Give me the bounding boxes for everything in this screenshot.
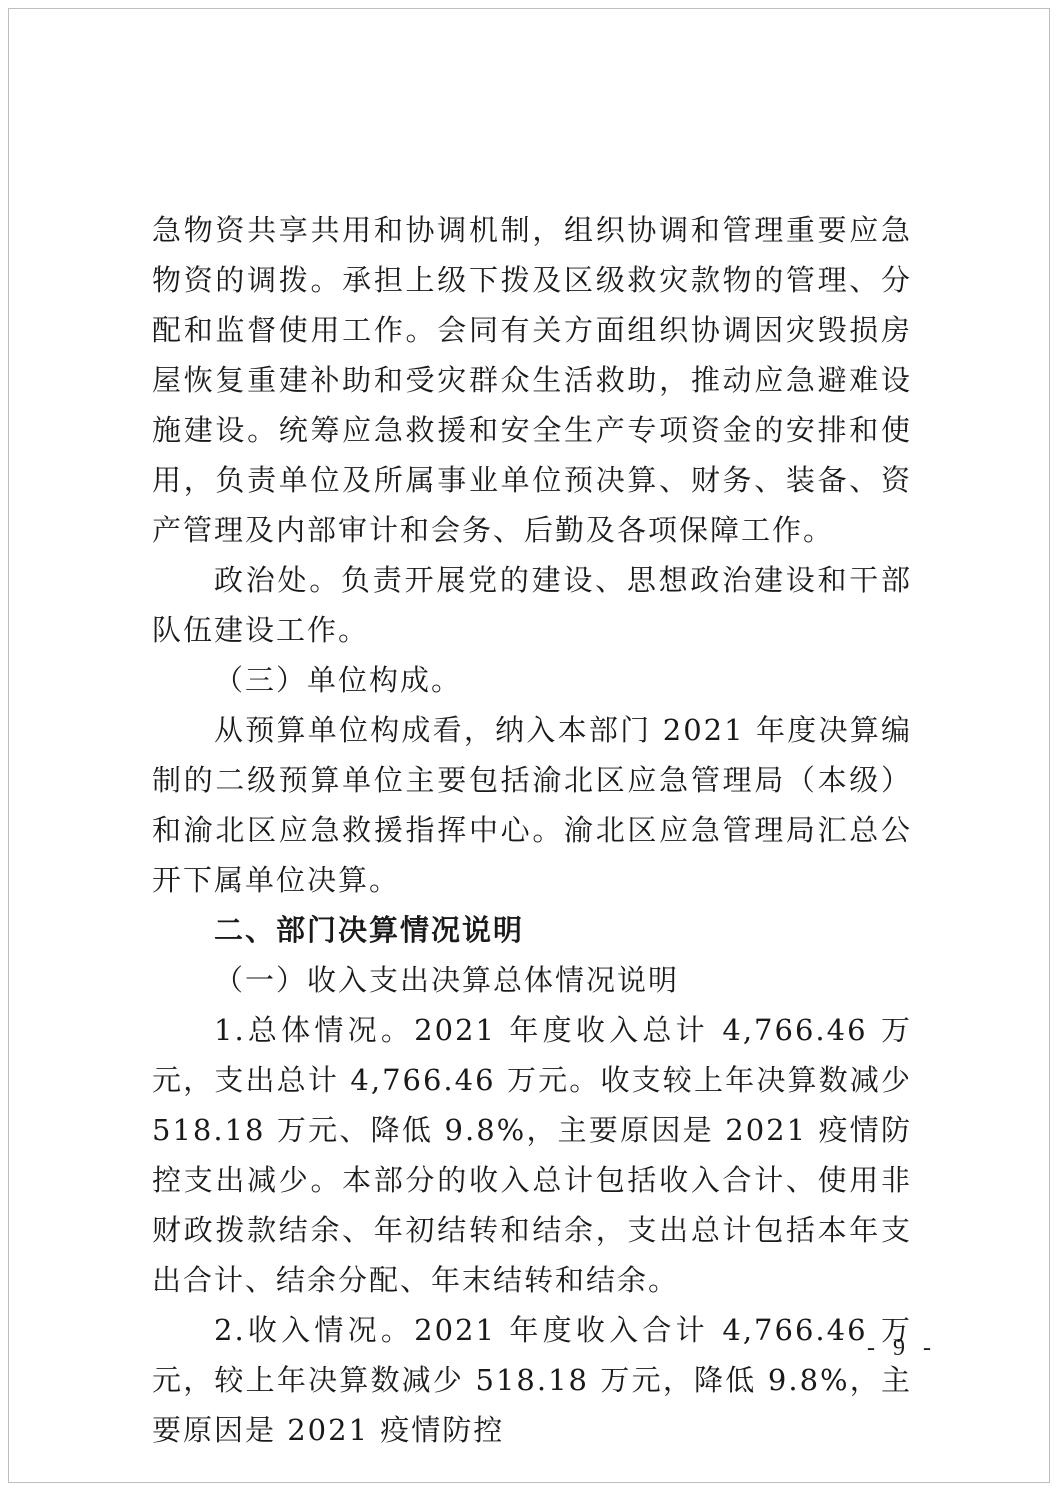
document-page [8, 8, 1050, 1483]
subheading-unit-composition: （三）单位构成。 [214, 663, 463, 697]
body-text [152, 205, 912, 1455]
paragraph-overall-situation: 1.总体情况。2021 年度收入总计 4,766.46 万元，支出总计 4,766.46 万元。收支较上年决算数减少 518.18 万元、降低 9.8%，主要原因是 2021 疫情防控支出减少。本部分的收入总计包括收入合计、使用非财政拨款结余、年初结转和结余，支出总计包括本年支出合计、结余分配、年末结转和结余。 [152, 1013, 912, 1297]
paragraph-political-office: 政治处。负责开展党的建设、思想政治建设和干部队伍建设工作。 [152, 563, 912, 647]
paragraph-unit-composition: 从预算单位构成看，纳入本部门 2021 年度决算编制的二级预算单位主要包括渝北区应急管理局（本级）和渝北区应急救援指挥中心。渝北区应急管理局汇总公开下属单位决算。 [152, 713, 912, 897]
subheading-income-expenditure-overview: （一）收入支出决算总体情况说明 [214, 963, 680, 997]
section-heading-final-accounts: 二、部门决算情况说明 [214, 913, 525, 947]
page-number: - 9 - [867, 1335, 937, 1361]
paragraph-income-situation: 2.收入情况。2021 年度收入合计 4,766.46 万元，较上年决算数减少 518.18 万元，降低 9.8%，主要原因是 2021 疫情防控 [152, 1313, 912, 1447]
paragraph-duties-continued: 急物资共享共用和协调机制，组织协调和管理重要应急物资的调拨。承担上级下拨及区级救灾款物的管理、分配和监督使用工作。会同有关方面组织协调因灾毁损房屋恢复重建补助和受灾群众生活救助，推动应急避难设施建设。统筹应急救援和安全生产专项资金的安排和使用，负责单位及所属事业单位预决算、财务、装备、资产管理及内部审计和会务、后勤及各项保障工作。 [152, 213, 912, 547]
